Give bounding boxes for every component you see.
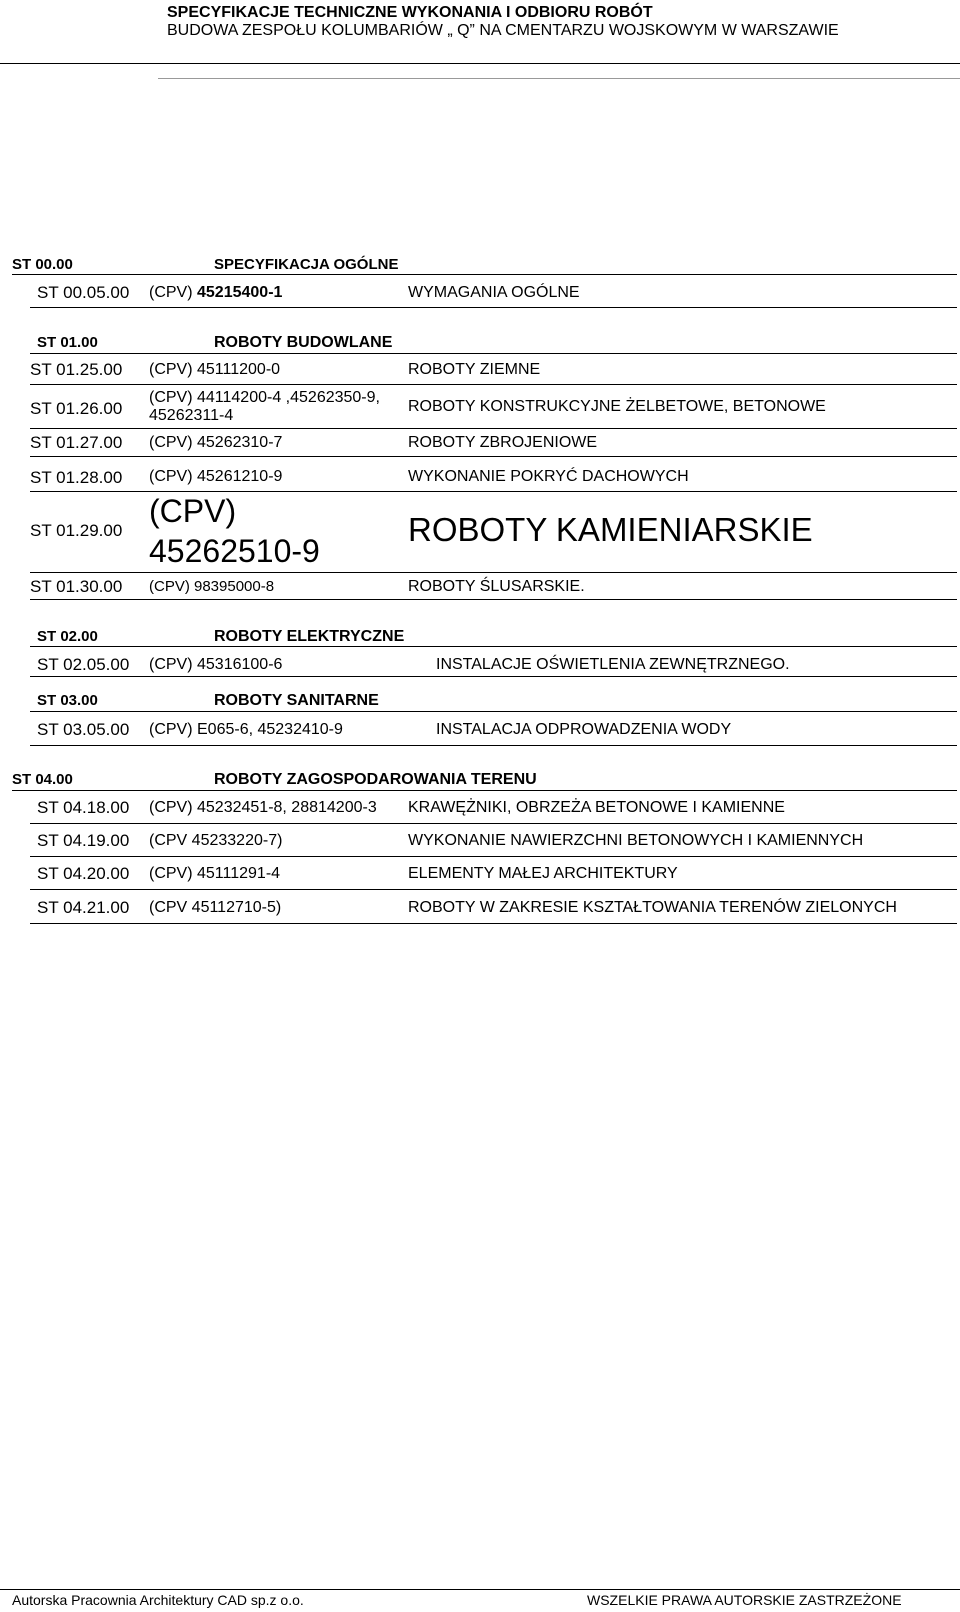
document-title: SPECYFIKACJE TECHNICZNE WYKONANIA I ODBIORU ROBÓT xyxy=(167,4,653,21)
section-code: ST 04.00 xyxy=(12,771,73,788)
section-title: ROBOTY BUDOWLANE xyxy=(214,334,393,351)
item-cpv: (CPV) E065-6, 45232410-9 xyxy=(149,721,343,738)
section-code: ST 01.00 xyxy=(37,334,98,351)
item-desc: KRAWĘŻNIKI, OBRZEŻA BETONOWE I KAMIENNE xyxy=(408,799,785,816)
item-desc: ROBOTY W ZAKRESIE KSZTAŁTOWANIA TERENÓW ZIELONYCH xyxy=(408,899,897,916)
item-cpv-line2: 45262510-9 xyxy=(149,533,320,569)
item-code: ST 02.05.00 xyxy=(37,655,130,674)
item-code: ST 04.20.00 xyxy=(37,864,130,883)
section-code: ST 00.00 xyxy=(12,256,73,273)
item-cpv: (CPV) 45111200-0 xyxy=(149,361,281,378)
item-code: ST 00.05.00 xyxy=(37,283,130,302)
section-code: ST 02.00 xyxy=(37,628,98,645)
row-rule xyxy=(30,491,957,492)
item-code: ST 04.18.00 xyxy=(37,798,130,817)
item-code: ST 01.27.00 xyxy=(30,433,123,452)
section-title: ROBOTY SANITARNE xyxy=(214,692,379,709)
item-desc: WYKONANIE NAWIERZCHNI BETONOWYCH I KAMIENNYCH xyxy=(408,832,864,849)
item-cpv: (CPV) 45111291-4 xyxy=(149,865,281,882)
item-code: ST 04.19.00 xyxy=(37,831,130,850)
footer-left: Autorska Pracownia Architektury CAD sp.z o.o. xyxy=(12,1592,304,1608)
footer-rule xyxy=(0,1589,960,1590)
item-desc: ROBOTY KAMIENIARSKIE xyxy=(408,511,813,548)
header-rule xyxy=(0,63,960,64)
item-desc: ROBOTY ŚLUSARSKIE. xyxy=(408,578,585,595)
item-desc: WYMAGANIA OGÓLNE xyxy=(408,284,580,301)
item-desc: INSTALACJA ODPROWADZENIA WODY xyxy=(436,721,732,738)
section-code: ST 03.00 xyxy=(37,692,98,709)
item-cpv: (CPV 45112710-5) xyxy=(149,899,282,916)
item-cpv-line1: (CPV) 44114200-4 ,45262350-9, xyxy=(149,389,380,406)
item-code: ST 01.26.00 xyxy=(30,399,123,418)
item-code: ST 04.21.00 xyxy=(37,898,130,917)
section-rule xyxy=(30,711,957,712)
header-rule-2 xyxy=(158,78,960,79)
row-rule xyxy=(30,572,957,573)
item-cpv: (CPV) 98395000-8 xyxy=(149,578,275,595)
row-rule xyxy=(30,428,957,429)
item-desc: INSTALACJE OŚWIETLENIA ZEWNĘTRZNEGO. xyxy=(436,656,790,673)
item-cpv: (CPV) 45316100-6 xyxy=(149,656,283,673)
item-code: ST 03.05.00 xyxy=(37,720,130,739)
row-rule xyxy=(30,923,957,924)
section-title: SPECYFIKACJA OGÓLNE xyxy=(214,256,399,273)
item-code: ST 01.30.00 xyxy=(30,577,123,596)
row-rule xyxy=(30,456,957,457)
row-rule xyxy=(30,889,957,890)
item-code: ST 01.25.00 xyxy=(30,360,123,379)
item-desc: WYKONANIE POKRYĆ DACHOWYCH xyxy=(408,468,689,485)
item-desc: ROBOTY ZBROJENIOWE xyxy=(408,434,598,451)
item-cpv-line2: 45262311-4 xyxy=(149,407,234,424)
item-cpv: (CPV) 45262310-7 xyxy=(149,434,283,451)
section-title: ROBOTY ZAGOSPODAROWANIA TERENU xyxy=(214,771,537,788)
item-desc: ELEMENTY MAŁEJ ARCHITEKTURY xyxy=(408,865,678,882)
row-rule xyxy=(30,676,957,677)
row-rule xyxy=(30,599,957,600)
section-rule xyxy=(30,646,957,647)
footer-right: WSZELKIE PRAWA AUTORSKIE ZASTRZEŻONE xyxy=(587,1592,902,1608)
section-rule xyxy=(30,353,957,354)
document-subtitle: BUDOWA ZESPOŁU KOLUMBARIÓW „ Q” NA CMENTARZU WOJSKOWYM W WARSZAWIE xyxy=(167,22,839,39)
item-desc: ROBOTY ZIEMNE xyxy=(408,361,541,378)
row-rule xyxy=(30,823,957,824)
section-rule xyxy=(12,790,957,791)
item-cpv: (CPV 45233220-7) xyxy=(149,832,283,849)
item-code: ST 01.28.00 xyxy=(30,468,123,487)
item-cpv: (CPV) 45261210-9 xyxy=(149,468,283,485)
section-title: ROBOTY ELEKTRYCZNE xyxy=(214,628,405,645)
section-rule xyxy=(12,274,957,275)
item-cpv: (CPV) 45232451-8, 28814200-3 xyxy=(149,799,377,816)
item-cpv-line1: (CPV) xyxy=(149,493,237,529)
item-code: ST 01.29.00 xyxy=(30,521,123,540)
item-cpv: (CPV) 45215400-1 xyxy=(149,284,283,301)
row-rule xyxy=(30,856,957,857)
row-rule xyxy=(30,307,957,308)
item-desc: ROBOTY KONSTRUKCYJNE ŻELBETOWE, BETONOWE xyxy=(408,398,826,415)
row-rule xyxy=(30,745,957,746)
row-rule xyxy=(30,384,957,385)
